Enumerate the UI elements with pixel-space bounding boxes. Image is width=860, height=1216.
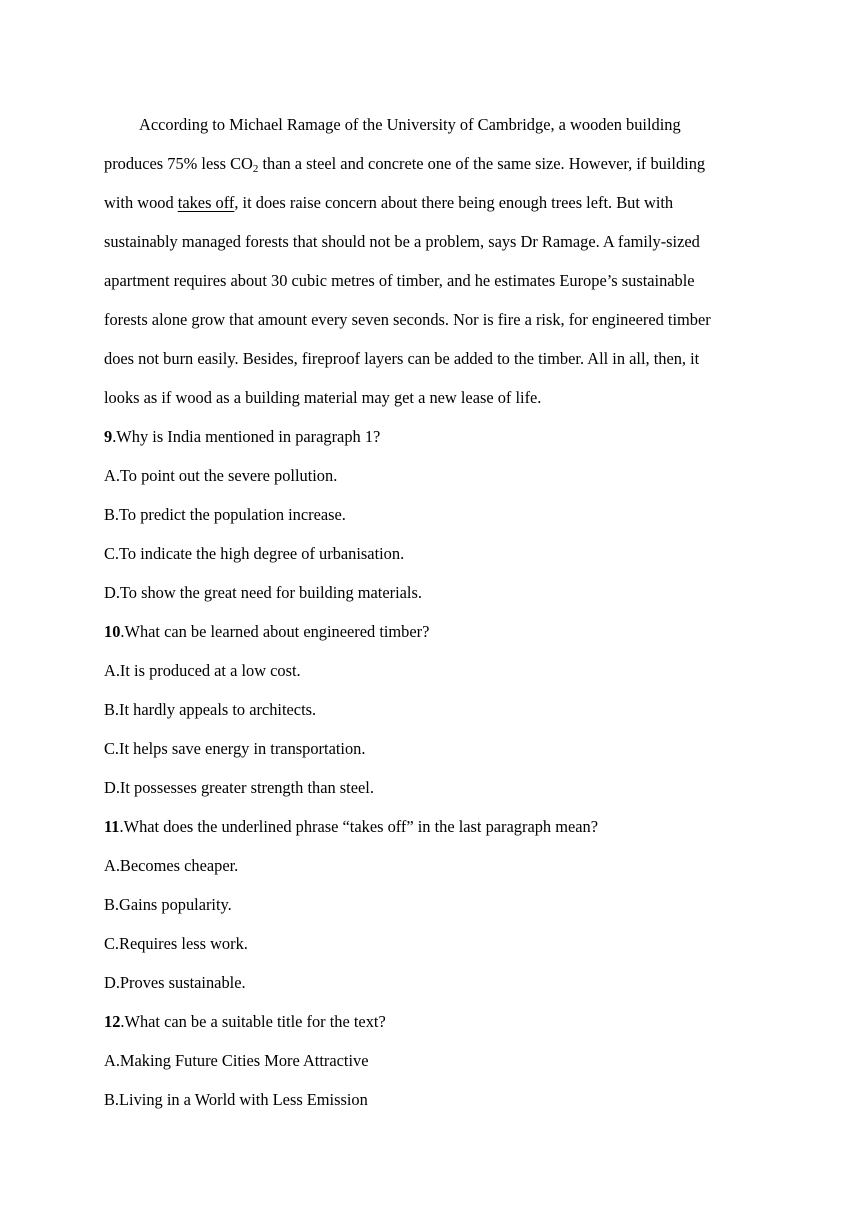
passage-line-5: apartment requires about 30 cubic metres of timber, and he estimates Europe’s sustainable [104,271,695,290]
option-c: C.Requires less work. [104,934,248,953]
option-b: B.Living in a World with Less Emission [104,1090,368,1109]
passage-line-4: sustainably managed forests that should not be a problem, says Dr Ramage. A family-sized [104,232,700,251]
question-stem [104,427,380,447]
option-d: D.It possesses greater strength than steel. [104,778,374,797]
question-number: 9 [104,427,113,446]
question-text: .What can be learned about engineered timber? [120,622,430,641]
passage-text: than a steel and concrete one of the same size. However, if building [258,154,706,173]
passage-line-8: looks as if wood as a building material may get a new lease of life. [104,388,542,407]
option-b: B.Gains popularity. [104,895,232,914]
option-a: A.Making Future Cities More Attractive [104,1051,369,1070]
subscript: 2 [252,163,259,175]
option-d: D.Proves sustainable. [104,973,246,992]
question-stem [104,622,429,642]
question-stem [104,1012,386,1032]
question-text: .What does the underlined phrase “takes off” in the last paragraph mean? [119,817,598,836]
underlined-phrase: takes off [177,193,235,212]
passage-line-7: does not burn easily. Besides, fireproof layers can be added to the timber. All in all, then, it [104,349,700,368]
passage-line-1: According to Michael Ramage of the University of Cambridge, a wooden building [139,115,681,134]
option-c: C.To indicate the high degree of urbanisation. [104,544,405,563]
option-a: A.Becomes cheaper. [104,856,239,875]
passage-line-3 [104,193,673,213]
question-number: 10 [104,622,121,641]
passage-line-6: forests alone grow that amount every seven seconds. Nor is fire a risk, for engineered timber [104,310,711,329]
option-b: B.To predict the population increase. [104,505,346,524]
passage-text: , it does raise concern about there being enough trees left. But with [234,193,674,212]
question-stem [104,817,598,837]
option-a: A.It is produced at a low cost. [104,661,301,680]
passage-line-2 [104,154,705,174]
question-text: .What can be a suitable title for the text? [120,1012,386,1031]
option-c: C.It helps save energy in transportation. [104,739,366,758]
passage-text: produces 75% less CO [104,154,253,173]
option-b: B.It hardly appeals to architects. [104,700,317,719]
passage-text: with wood [104,193,178,212]
question-number: 11 [104,817,120,836]
question-number: 12 [104,1012,121,1031]
option-d: D.To show the great need for building materials. [104,583,422,602]
question-text: .Why is India mentioned in paragraph 1? [112,427,381,446]
option-a: A.To point out the severe pollution. [104,466,338,485]
